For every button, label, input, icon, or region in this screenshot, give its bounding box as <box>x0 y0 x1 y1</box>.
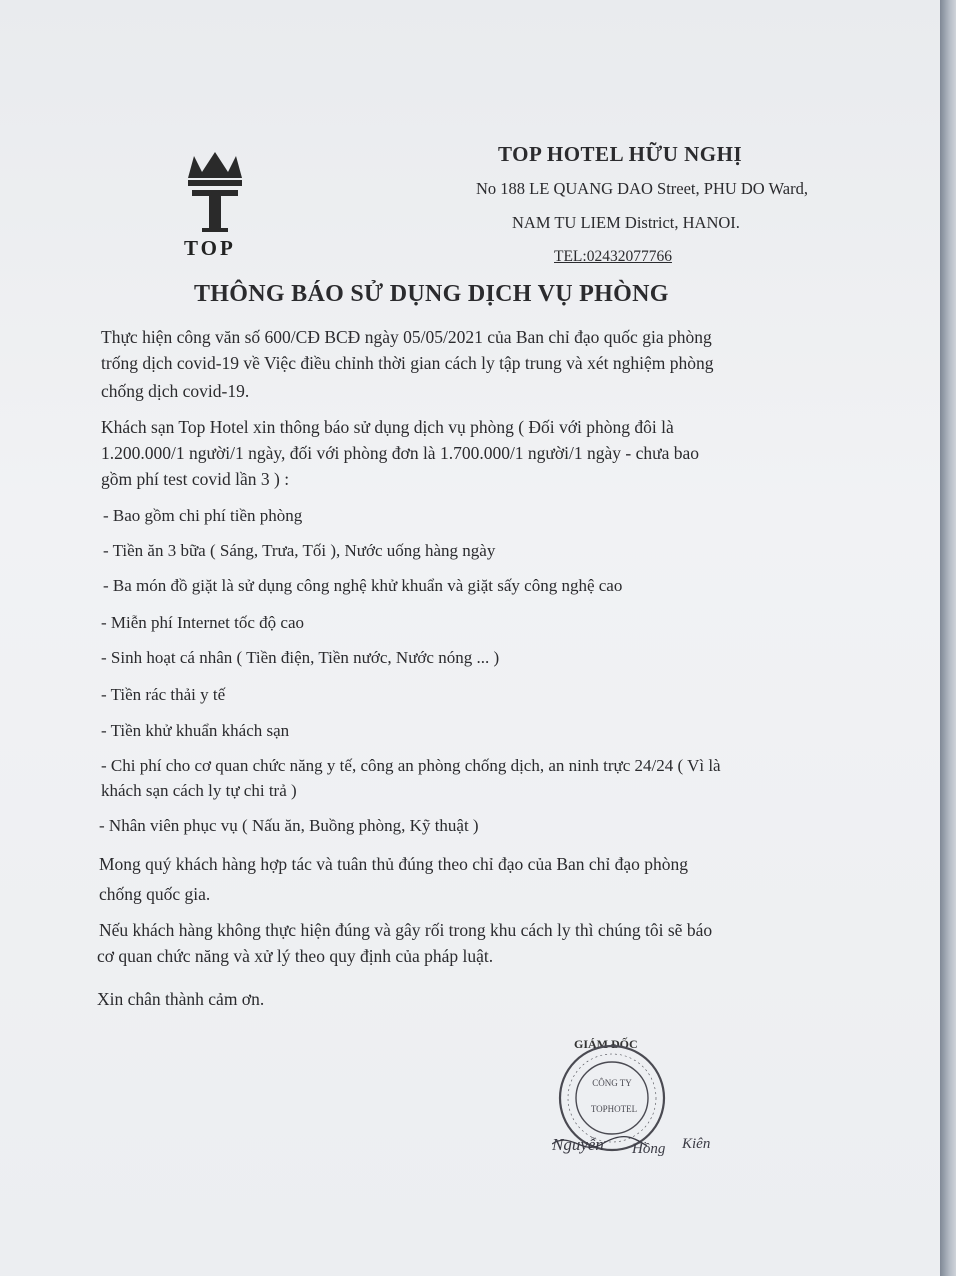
document-title: THÔNG BÁO SỬ DỤNG DỊCH VỤ PHÒNG <box>194 281 669 307</box>
list-item: - Sinh hoạt cá nhân ( Tiền điện, Tiền nước, Nước nóng ... ) <box>101 648 500 667</box>
list-item: khách sạn cách ly tự chi trả ) <box>101 781 297 800</box>
intro-line-3: chống dịch covid-19. <box>101 381 250 401</box>
svg-text:Nguyễn: Nguyễn <box>552 1135 604 1154</box>
address-line-2: NAM TU LIEM District, HANOI. <box>512 213 740 232</box>
list-item: - Miễn phí Internet tốc độ cao <box>101 613 304 632</box>
closing-1-line-2: chống quốc gia. <box>99 884 211 904</box>
address-line-1: No 188 LE QUANG DAO Street, PHU DO Ward, <box>476 179 808 198</box>
svg-text:TOPHOTEL: TOPHOTEL <box>590 1104 638 1114</box>
notice-line-1: Khách sạn Top Hotel xin thông báo sử dụng dịch vụ phòng ( Đối với phòng đôi là <box>101 417 674 437</box>
thanks-line: Xin chân thành cảm ơn. <box>97 989 265 1009</box>
svg-text:Hồng: Hồng <box>632 1141 666 1157</box>
hotel-name: TOP HOTEL HỮU NGHỊ <box>498 142 743 166</box>
paper-edge-shadow <box>940 0 956 1276</box>
closing-2-line-2: cơ quan chức năng và xử lý theo quy định của pháp luật. <box>97 946 494 966</box>
closing-1-line-1: Mong quý khách hàng hợp tác và tuân thủ đúng theo chỉ đạo của Ban chỉ đạo phòng <box>99 854 689 874</box>
list-item: - Bao gồm chi phí tiền phòng <box>103 506 303 525</box>
list-item: - Chi phí cho cơ quan chức năng y tế, công an phòng chống dịch, an ninh trực 24/24 ( Vì là <box>101 756 721 775</box>
logo-text: TOP <box>184 236 236 260</box>
list-item: - Ba món đồ giặt là sử dụng công nghệ khử khuẩn và giặt sấy công nghệ cao <box>103 576 623 595</box>
telephone: TEL:02432077766 <box>554 248 672 265</box>
notice-line-3: gồm phí test covid lần 3 ) : <box>101 469 290 489</box>
intro-line-2: trống dịch covid-19 về Việc điều chỉnh thời gian cách ly tập trung và xét nghiệm phòng <box>101 353 714 373</box>
notice-line-2: 1.200.000/1 người/1 ngày, đối với phòng đơn là 1.700.000/1 người/1 ngày - chưa bao <box>101 443 700 463</box>
svg-text:CÔNG TY: CÔNG TY <box>592 1078 632 1088</box>
intro-line-1: Thực hiện công văn số 600/CĐ BCĐ ngày 05/05/2021 của Ban chỉ đạo quốc gia phòng <box>101 327 712 347</box>
director-title: GIÁM ĐỐC <box>574 1037 638 1051</box>
company-stamp-icon <box>552 1036 722 1166</box>
closing-2-line-1: Nếu khách hàng không thực hiện đúng và gây rối trong khu cách ly thì chúng tôi sẽ báo <box>99 920 713 940</box>
svg-text:Kiên: Kiên <box>682 1136 711 1152</box>
list-item: - Tiền ăn 3 bữa ( Sáng, Trưa, Tối ), Nước uống hàng ngày <box>103 541 496 560</box>
list-item: - Tiền khử khuẩn khách sạn <box>101 721 290 740</box>
list-item: - Tiền rác thải y tế <box>101 685 226 704</box>
list-item: - Nhân viên phục vụ ( Nấu ăn, Buồng phòng, Kỹ thuật ) <box>99 816 479 835</box>
